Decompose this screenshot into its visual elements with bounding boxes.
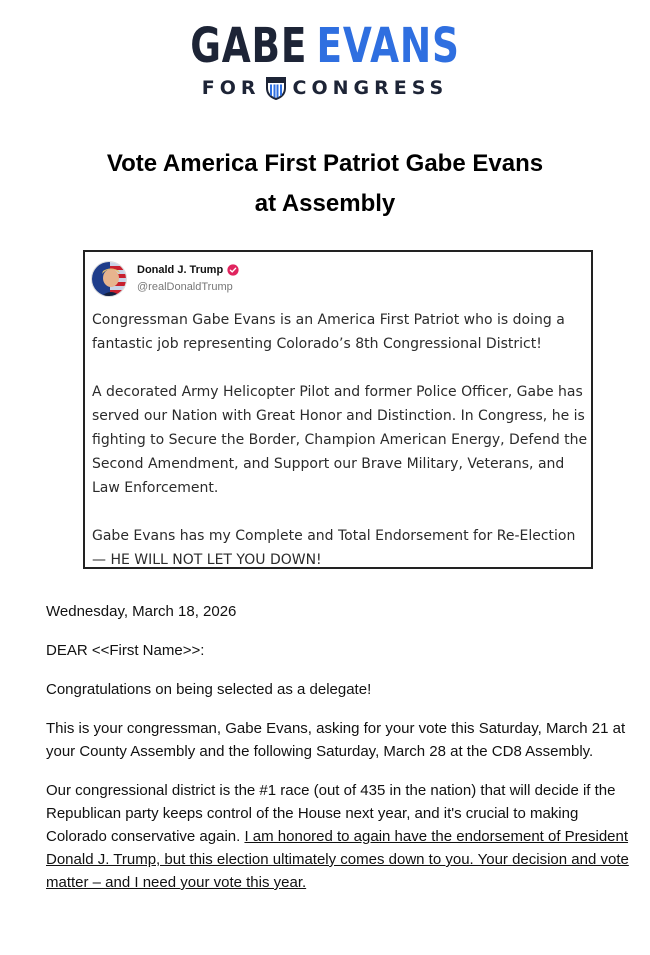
page-headline — [60, 144, 590, 224]
logo-tagline — [0, 76, 650, 100]
headline-line-1: Vote America First Patriot Gabe Evans — [106, 150, 544, 177]
endorsement-card — [83, 250, 593, 569]
headline-line-2: at Assembly — [254, 190, 396, 217]
letter-paragraph-3-text: Our congressional district is the #1 race (out of 435 in the nation) that will decide if the Republican party keeps control of the House next year, and it's crucial to making Colorado conservative again. — [46, 782, 616, 845]
letter-paragraph-3-underlined: I am honored to again have the endorsement of President Donald J. Trump, but this election ultimately comes down to you. Your decision and vote matter – and I need your vote this year. — [46, 828, 629, 891]
author-handle: @realDonaldTrump — [137, 281, 233, 293]
author-name-text: Donald J. Trump — [137, 264, 224, 276]
verified-badge-icon — [227, 264, 239, 276]
letter-date: Wednesday, March 18, 2026 — [46, 603, 237, 620]
logo-wordmark — [72, 18, 579, 74]
logo-tagline-congress: CONGRESS — [292, 77, 449, 99]
quote-paragraph-3: Gabe Evans has my Complete and Total Endorsement for Re-Election — HE WILL NOT LET YOU DOWN! — [92, 528, 576, 568]
logo-tagline-for: FOR — [201, 77, 261, 99]
card-body — [92, 308, 590, 572]
quote-paragraph-2: A decorated Army Helicopter Pilot and former Police Officer, Gabe has served our Nation with Great Honor and Distinction. In Congress, he is fighting to Secure the Border, Champion American Energy, Defend the Second Amendment, and Support our Brave Military, Veterans, and Law Enforcement. — [92, 384, 588, 496]
campaign-logo — [0, 18, 650, 100]
card-header — [91, 261, 239, 297]
author-block — [137, 263, 239, 295]
letter-salutation: DEAR <<First Name>>: — [46, 642, 205, 659]
shield-stripes-icon — [265, 76, 287, 100]
avatar — [91, 261, 127, 297]
logo-first-name: GABE — [190, 18, 308, 74]
author-name — [137, 263, 239, 277]
letter-paragraph-2: This is your congressman, Gabe Evans, asking for your vote this Saturday, March 21 at your County Assembly and the following Saturday, March 28 at the CD8 Assembly. — [46, 720, 626, 760]
letter-paragraph-3 — [46, 779, 636, 894]
avatar-image — [92, 262, 127, 297]
logo-last-name: EVANS — [316, 18, 460, 74]
quote-paragraph-1: Congressman Gabe Evans is an America First Patriot who is doing a fantastic job representing Colorado’s 8th Congressional District! — [92, 312, 565, 352]
letter-paragraph-1: Congratulations on being selected as a delegate! — [46, 681, 372, 698]
letter-body — [46, 600, 636, 910]
